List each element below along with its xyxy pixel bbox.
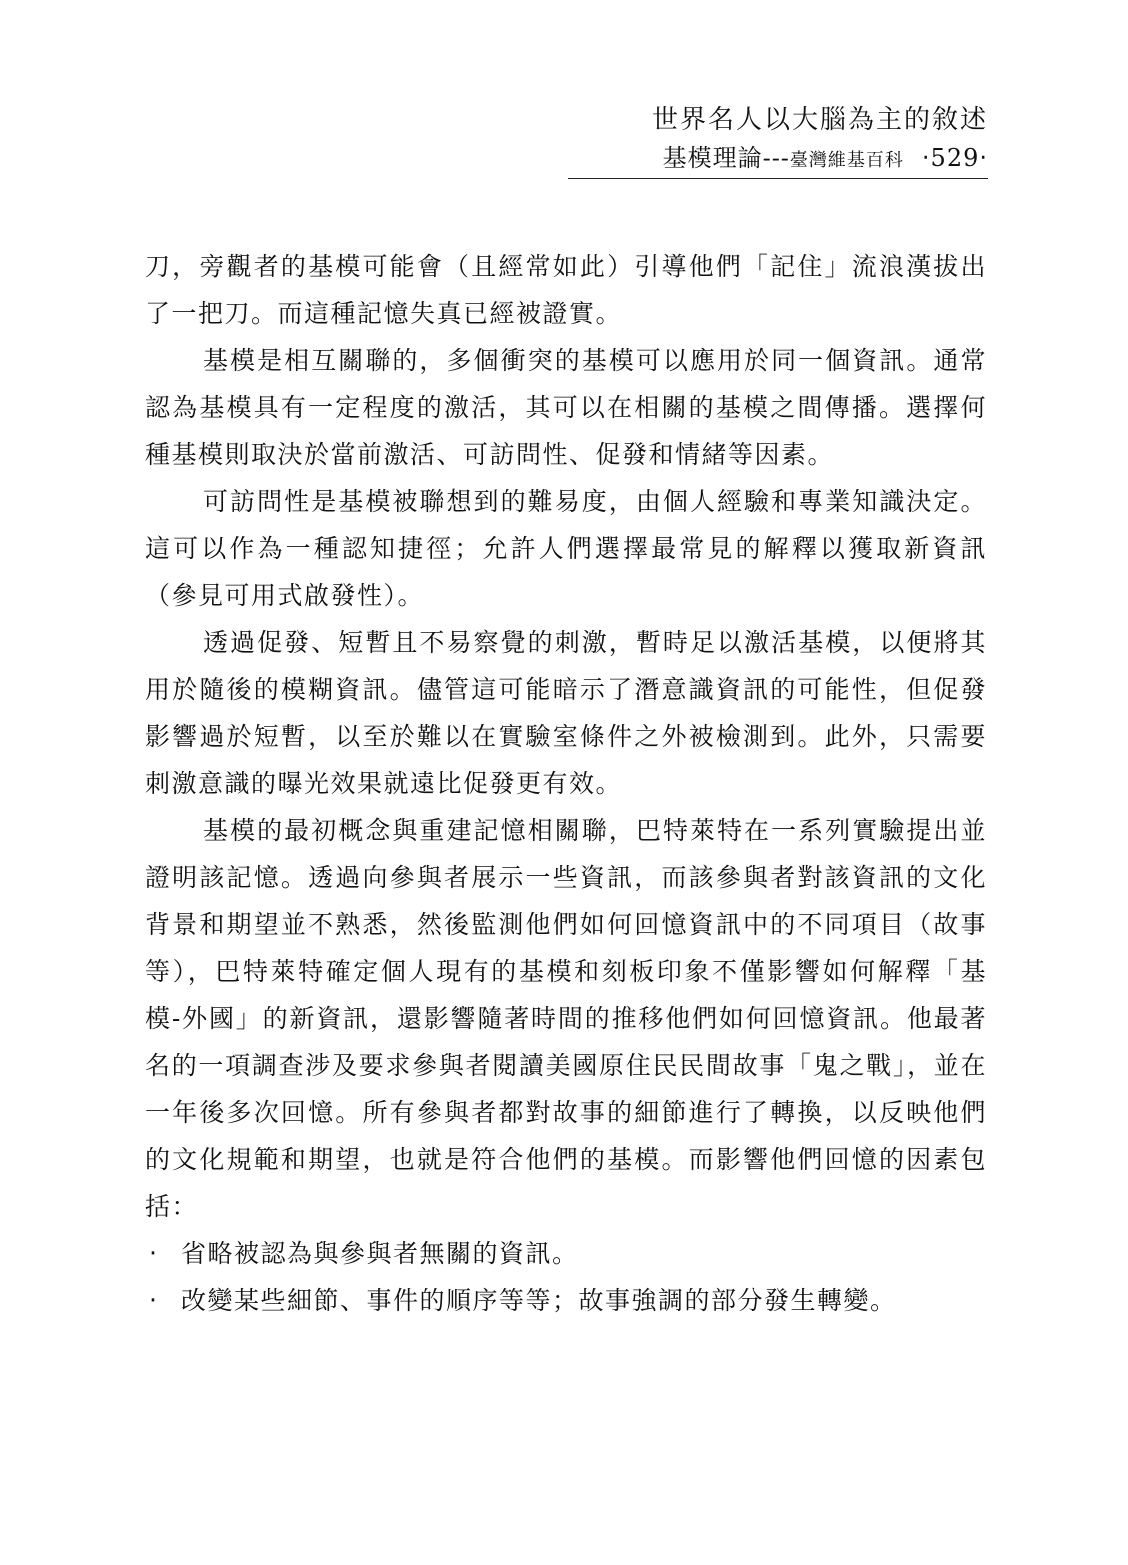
header-title: 世界名人以大腦為主的敘述	[651, 105, 988, 135]
paragraph: 基模是相互關聯的，多個衝突的基模可以應用於同一個資訊。通常認為基模具有一定程度的激活，其可以在相關的基模之間傳播。選擇何種基模則取決於當前激活、可訪問性、促發和情緒等因素。	[145, 346, 987, 469]
header-book-title: 基模理論---	[662, 144, 790, 172]
running-header	[568, 100, 988, 179]
body-text	[145, 243, 987, 1324]
header-subtitle	[568, 140, 988, 179]
bullet-marker: ‧	[149, 1286, 159, 1315]
list-item	[145, 1277, 987, 1324]
list-item-text: 省略被認為與參與者無關的資訊。	[181, 1239, 579, 1268]
list-item	[145, 1230, 987, 1277]
header-site-name: 臺灣維基百科	[789, 150, 904, 171]
paragraph: 透過促發、短暫且不易察覺的刺激，暫時足以激活基模，以便將其用於隨後的模糊資訊。儘管這可能暗示了潛意識資訊的可能性，但促發影響過於短暫，以至於難以在實驗室條件之外被檢測到。此外，只需要刺激意識的曝光效果就遠比促發更有效。	[145, 628, 987, 798]
list-item-text: 改變某些細節、事件的順序等等；故事強調的部分發生轉變。	[181, 1286, 897, 1315]
paragraph: 刀，旁觀者的基模可能會（且經常如此）引導他們「記住」流浪漢拔出了一把刀。而這種記憶失真已經被證實。	[145, 252, 987, 328]
bullet-list	[145, 1230, 987, 1324]
paragraph: 可訪問性是基模被聯想到的難易度，由個人經驗和專業知識決定。這可以作為一種認知捷徑；允許人們選擇最常見的解釋以獲取新資訊（參見可用式啟發性）。	[145, 487, 987, 610]
page-number: ‧529‧	[921, 144, 988, 172]
bullet-marker: ‧	[149, 1239, 159, 1268]
paragraph: 基模的最初概念與重建記憶相關聯，巴特萊特在一系列實驗提出並證明該記憶。透過向參與者展示一些資訊，而該參與者對該資訊的文化背景和期望並不熟悉，然後監測他們如何回憶資訊中的不同項目（故事等），巴特萊特確定個人現有的基模和刻板印象不僅影響如何解釋「基模-外國」的新資訊，還影響隨著時間的推移他們如何回憶資訊。他最著名的一項調查涉及要求參與者閱讀美國原住民民間故事「鬼之戰」，並在一年後多次回憶。所有參與者都對故事的細節進行了轉換，以反映他們的文化規範和期望，也就是符合他們的基模。而影響他們回憶的因素包括：	[145, 816, 987, 1221]
